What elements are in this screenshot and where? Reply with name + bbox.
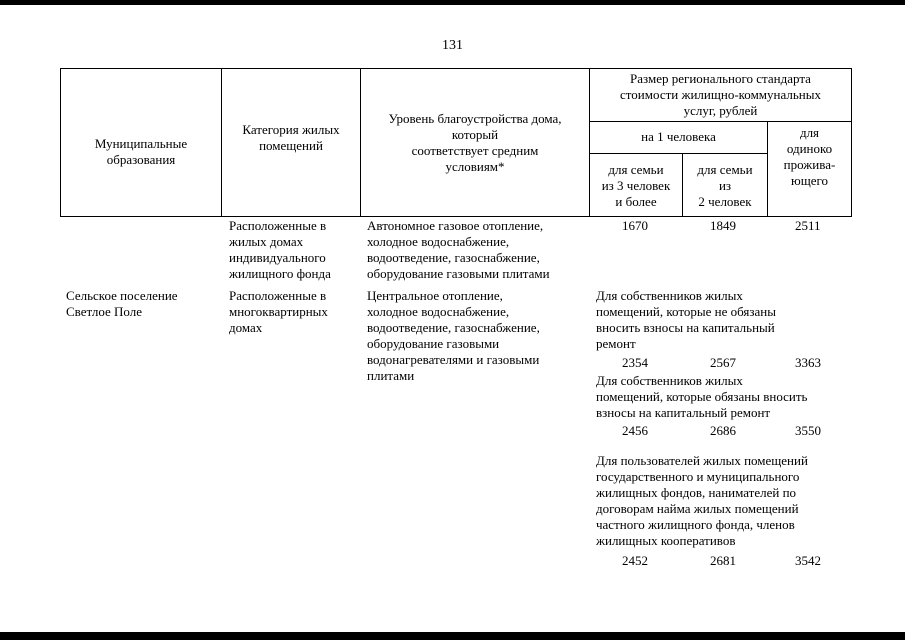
top-border — [0, 0, 905, 5]
row2-amenities: Центральное отопление, холодное водоснабжение, водоотведение, газоснабжение, оборудование газовыми водонагревателями и газовыми плитами — [367, 288, 540, 383]
col-divider-6 — [851, 68, 852, 217]
page-number: 131 — [442, 38, 463, 53]
row2-group1-label: Для собственников жилых помещений, которые не обязаны вносить взносы на капитальный ремонт — [596, 288, 776, 351]
row2-group1-value-single: 3363 — [795, 355, 821, 370]
header-family-3plus: для семьи из 3 человек и более — [601, 162, 671, 209]
row1-category: Расположенные в жилых домах индивидуального жилищного фонда — [229, 218, 331, 281]
header-bottom-rule — [60, 216, 852, 217]
row1-amenities: Автономное газовое отопление, холодное водоснабжение, водоотведение, газоснабжение, оборудование газовыми плитами — [367, 218, 550, 281]
municipality-name: Сельское поселение Светлое Поле — [66, 288, 178, 319]
row2-group1-value-family-2: 2567 — [710, 355, 736, 370]
row2-group1-value-family-3plus: 2354 — [622, 355, 648, 370]
table-top-rule — [60, 68, 852, 69]
row1-value-single: 2511 — [795, 218, 821, 233]
bottom-border — [0, 632, 905, 640]
header-single: для одиноко прожива- ющего — [783, 125, 836, 188]
row2-group3-value-family-2: 2681 — [710, 553, 736, 568]
row2-group3-label: Для пользователей жилых помещений государственного и муниципального жилищных фондов, нанимателей по договорам найма жилых помещений частного жилищного фонда, членов жилищных кооперативов — [596, 453, 808, 548]
row2-group2-value-family-2: 2686 — [710, 423, 736, 438]
sub-rule — [589, 153, 767, 154]
header-amenities: Уровень благоустройства дома, который соответствует средним условиям* — [388, 111, 562, 174]
row2-group2-label: Для собственников жилых помещений, которые обязаны вносить взносы на капитальный ремонт — [596, 373, 808, 420]
row2-group3-value-family-3plus: 2452 — [622, 553, 648, 568]
header-category: Категория жилых помещений — [242, 122, 340, 153]
group-rule — [589, 121, 852, 122]
row2-group2-value-family-3plus: 2456 — [622, 423, 648, 438]
row1-value-family-3plus: 1670 — [622, 218, 648, 233]
header-family-2: для семьи из 2 человек — [697, 162, 753, 209]
header-standard-size: Размер регионального стандарта стоимости жилищно-коммунальных услуг, рублей — [620, 71, 821, 118]
row2-category: Расположенные в многоквартирных домах — [229, 288, 328, 335]
row1-value-family-2: 1849 — [710, 218, 736, 233]
header-per-person: на 1 человека — [641, 129, 716, 144]
row2-group2-value-single: 3550 — [795, 423, 821, 438]
row2-group3-value-single: 3542 — [795, 553, 821, 568]
header-municipality: Муниципальные образования — [94, 136, 188, 167]
